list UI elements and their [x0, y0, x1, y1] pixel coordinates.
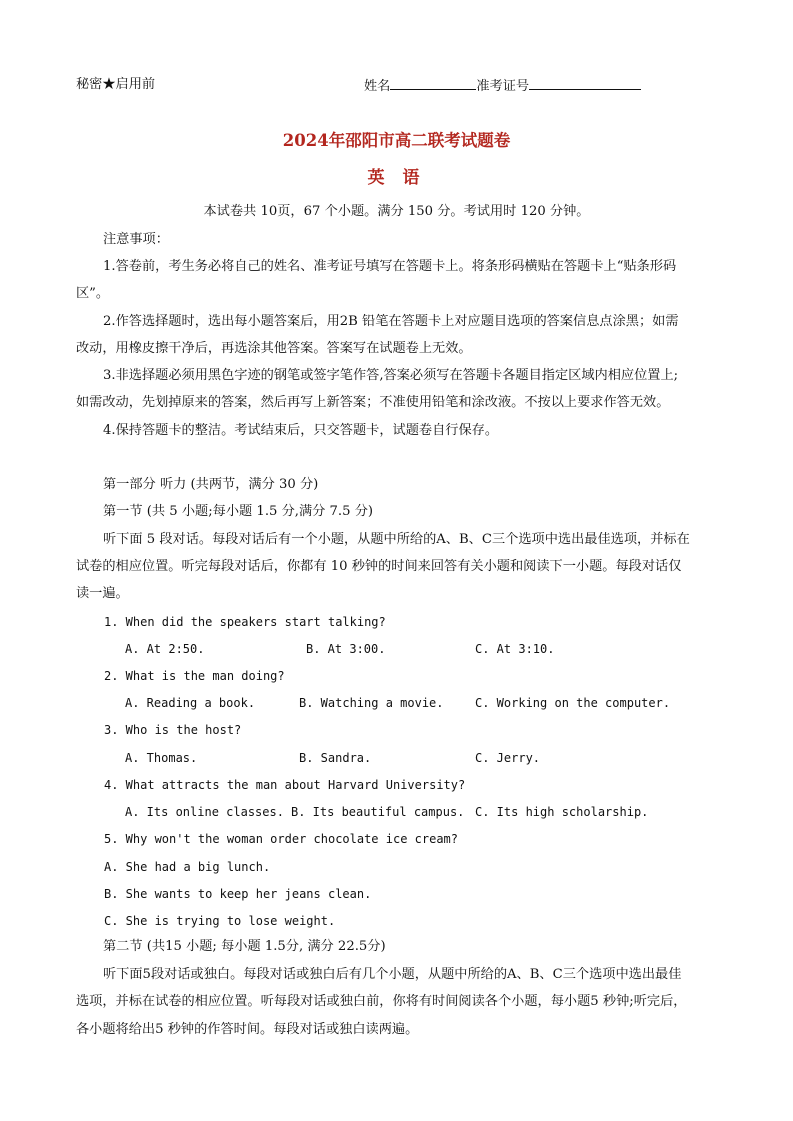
name-label: 姓名 [364, 79, 391, 94]
section1-instructions-line-1: 听下面 5 段对话。每段对话后有一个小题，从题中所给的A、B、C三个选项中选出最佳选项，并标在 [103, 532, 690, 547]
question-5: 5. Why won't the woman order chocolate ice cream? [104, 832, 459, 846]
question-3-option-c[interactable]: C. Jerry. [475, 751, 541, 765]
section1-heading: 第一节 (共 5 小题;每小题 1.5 分,满分 7.5 分) [103, 504, 374, 519]
notes-heading: 注意事项： [103, 232, 169, 247]
section2-instructions-line-1: 听下面5段对话或独白。每段对话或独白后有几个小题，从题中所给的A、B、C三个选项中选出最佳 [103, 967, 682, 982]
subject-title: 英 语 [367, 168, 426, 188]
page-title: 2024年邵阳市高二联考试题卷 [282, 131, 511, 150]
note-3-line-1: 3.非选择题必须用黑色字迹的钢笔或签字笔作答,答案必须写在答题卡各题目指定区域内相应位置上; [103, 368, 679, 383]
note-3-line-2: 如需改动，先划掉原来的答案，然后再写上新答案；不准使用铅笔和涂改液。不按以上要求作答无效。 [76, 395, 670, 410]
question-3-option-b[interactable]: B. Sandra. [299, 751, 372, 765]
part1-heading: 第一部分 听力 (共两节，满分 30 分) [103, 477, 319, 492]
question-1-option-b[interactable]: B. At 3:00. [306, 642, 386, 656]
exam-number-blank[interactable] [529, 76, 641, 90]
section1-instructions-line-2: 试卷的相应位置。听完每段对话后，你都有 10 秒钟的时间来回答有关小题和阅读下一小题。每段对话仅 [76, 559, 682, 574]
confidential-label: 秘密★启用前 [76, 77, 156, 92]
section1-instructions-line-3: 读一遍。 [76, 586, 129, 601]
question-4-option-c[interactable]: C. Its high scholarship. [475, 805, 649, 819]
question-4: 4. What attracts the man about Harvard University? [104, 778, 466, 792]
section2-heading: 第二节 (共15 小题; 每小题 1.5分, 满分 22.5分) [103, 939, 386, 954]
question-4-option-a[interactable]: A. Its online classes. [125, 805, 284, 819]
question-3: 3. Who is the host? [104, 723, 242, 737]
question-3-option-a[interactable]: A. Thomas. [125, 751, 198, 765]
question-1-option-a[interactable]: A. At 2:50. [125, 642, 205, 656]
question-2: 2. What is the man doing? [104, 669, 285, 683]
name-field-row [364, 76, 641, 96]
note-1-line-2: 区”。 [76, 286, 110, 301]
name-blank[interactable] [390, 76, 476, 90]
note-2-line-2: 改动，用橡皮擦干净后，再选涂其他答案。答案写在试题卷上无效。 [76, 341, 472, 356]
question-1: 1. When did the speakers start talking? [104, 615, 386, 629]
exam-number-label: 准考证号 [476, 79, 530, 94]
question-1-option-c[interactable]: C. At 3:10. [475, 642, 555, 656]
question-5-option-c[interactable]: C. She is trying to lose weight. [104, 914, 336, 928]
exam-info: 本试卷共 10页，67 个小题。满分 150 分。考试用时 120 分钟。 [203, 204, 590, 219]
note-1-line-1: 1.答卷前，考生务必将自己的姓名、准考证号填写在答题卡上。将条形码横贴在答题卡上“贴条形码 [103, 259, 677, 274]
note-2-line-1: 2.作答选择题时，选出每小题答案后，用2B 铅笔在答题卡上对应题目选项的答案信息点涂黑；如需 [103, 314, 679, 329]
question-2-option-c[interactable]: C. Working on the computer. [475, 696, 671, 710]
question-5-option-b[interactable]: B. She wants to keep her jeans clean. [104, 887, 372, 901]
question-2-option-a[interactable]: A. Reading a book. [125, 696, 256, 710]
section2-instructions-line-3: 各小题将给出5 秒钟的作答时间。每段对话或独白读两遍。 [76, 1022, 419, 1037]
question-4-option-b[interactable]: B. Its beautiful campus. [291, 805, 465, 819]
note-4: 4.保持答题卡的整洁。考试结束后，只交答题卡，试题卷自行保存。 [103, 423, 499, 438]
question-2-option-b[interactable]: B. Watching a movie. [299, 696, 444, 710]
question-5-option-a[interactable]: A. She had a big lunch. [104, 860, 271, 874]
section2-instructions-line-2: 选项，并标在试卷的相应位置。听每段对话或独白前，你将有时间阅读各个小题，每小题5 秒钟;听完后， [76, 994, 687, 1009]
